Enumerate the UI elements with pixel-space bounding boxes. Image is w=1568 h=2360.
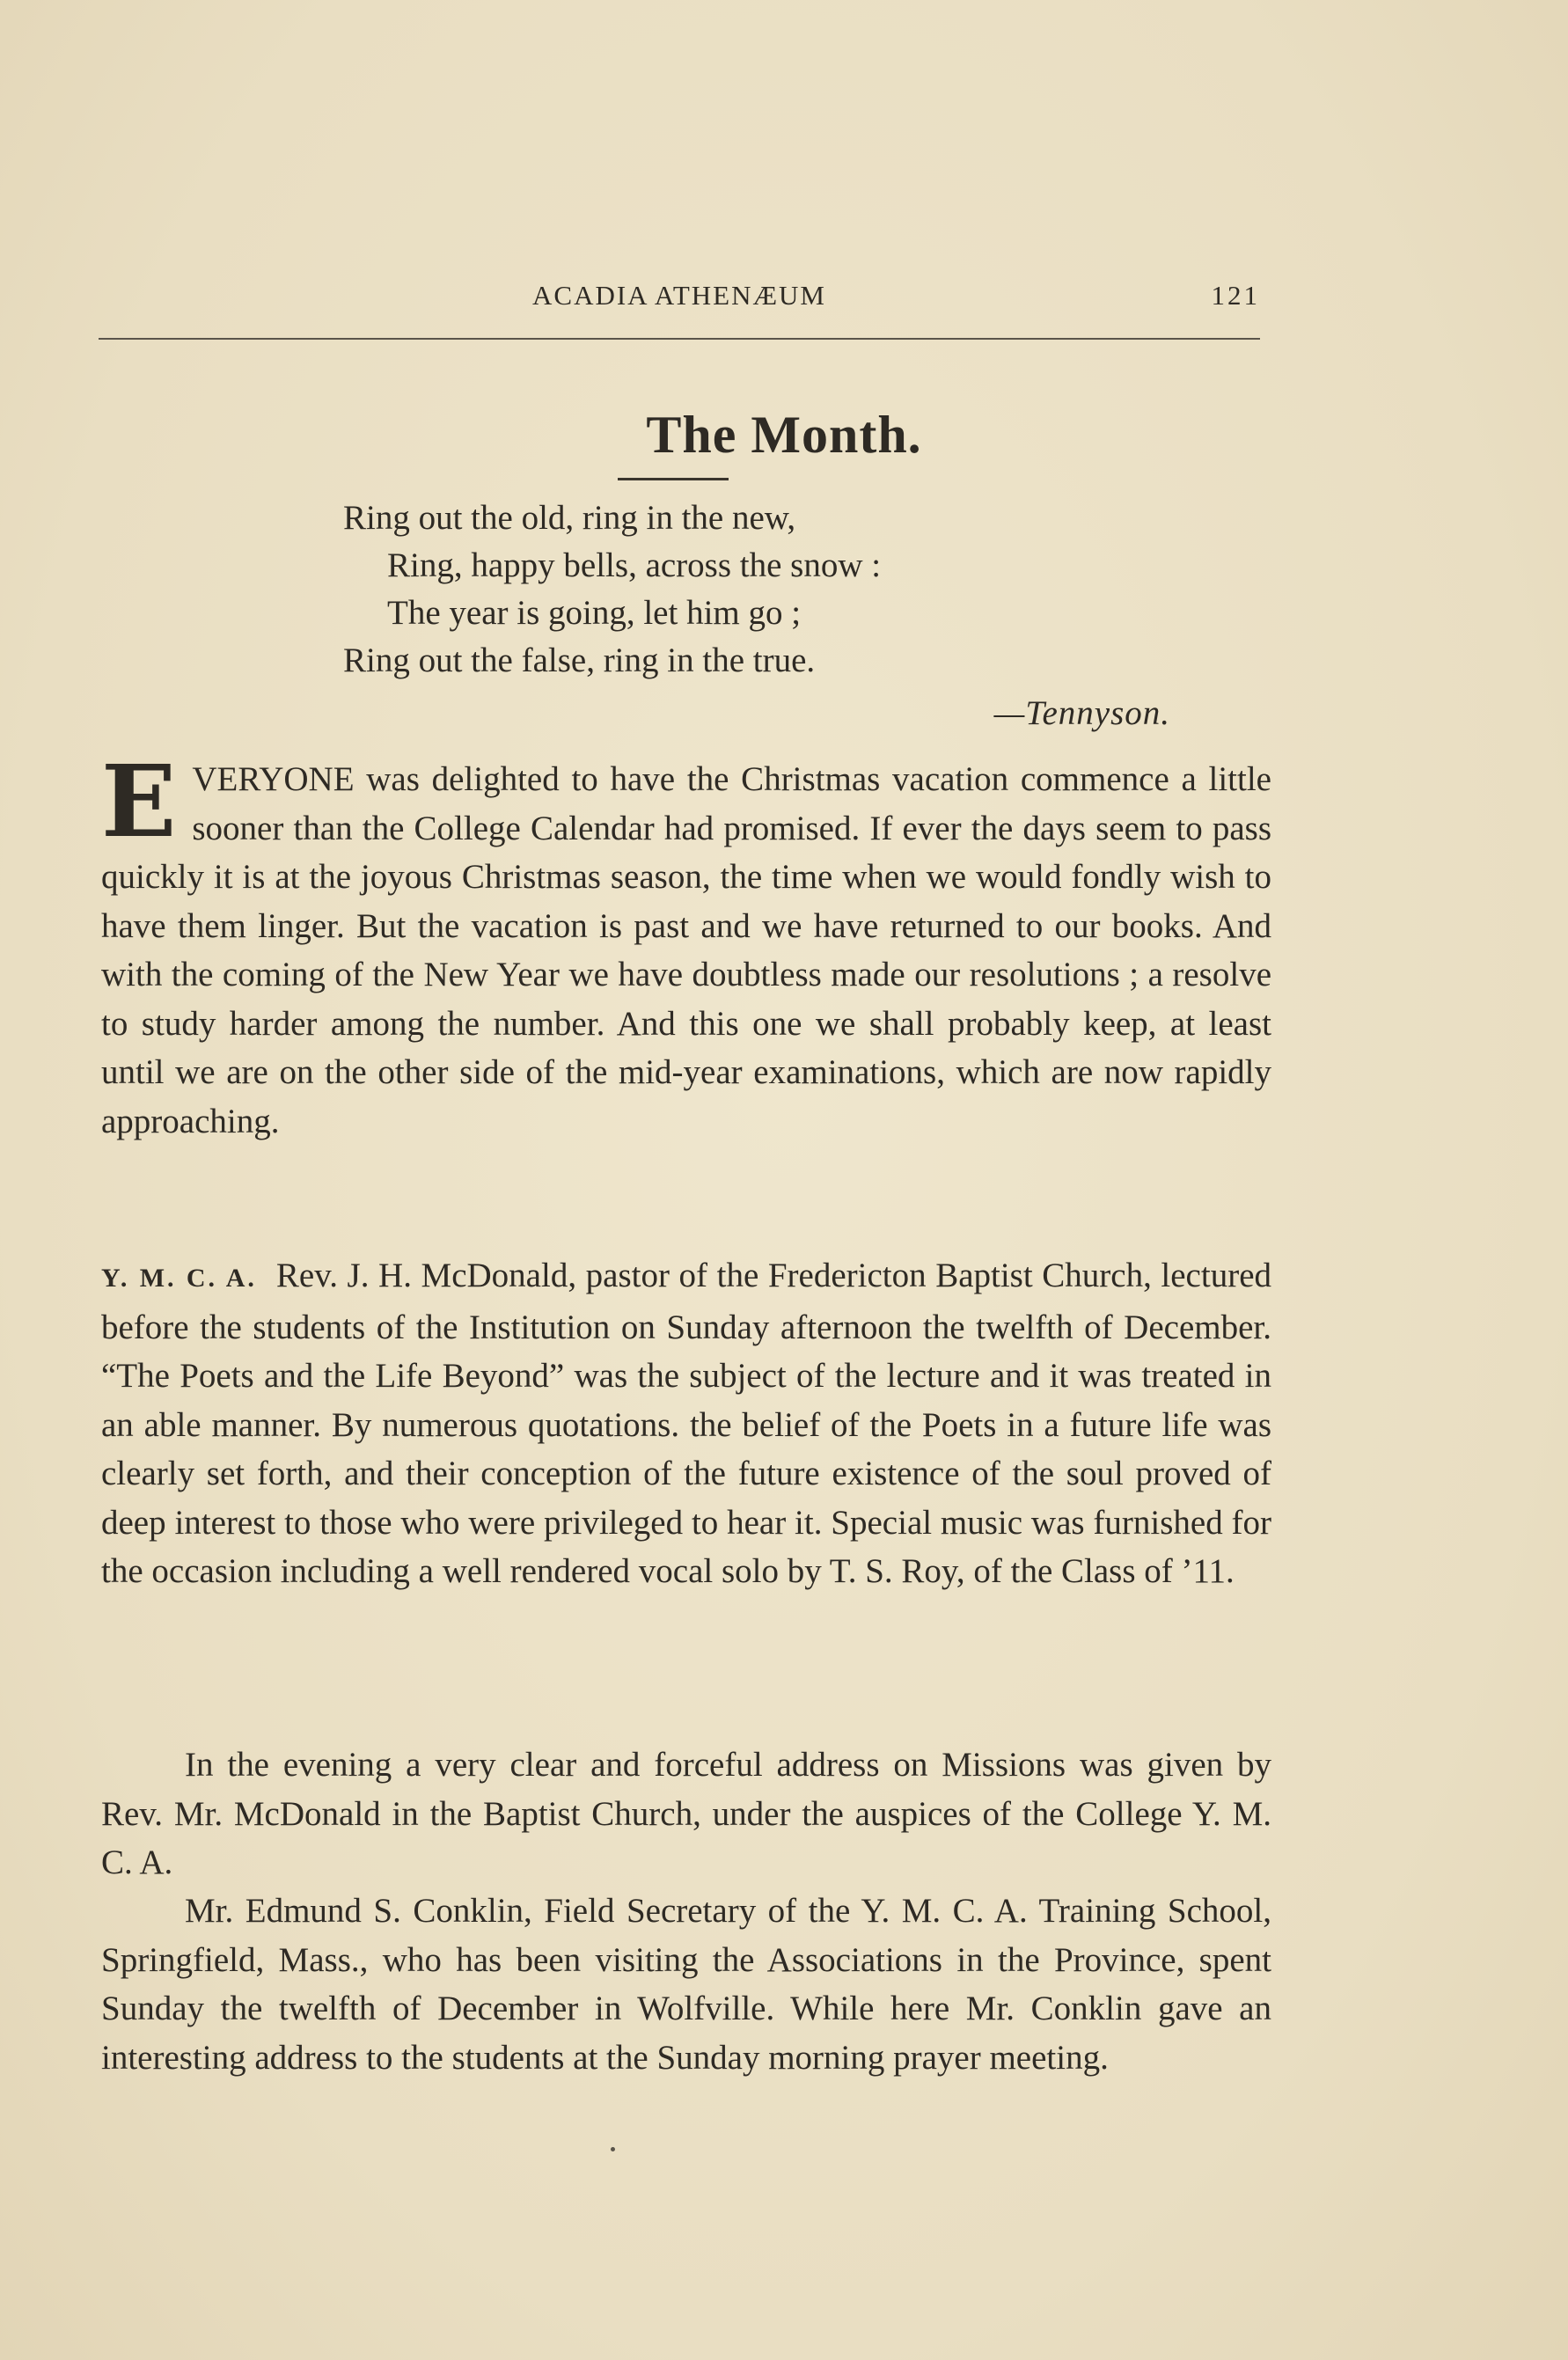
section-title: The Month.	[646, 406, 922, 464]
page-mark	[611, 2147, 615, 2151]
epigraph-line-1: Ring out the old, ring in the new,	[343, 499, 796, 537]
paragraph-vacation	[101, 744, 1271, 1146]
epigraph-line-4: Ring out the false, ring in the true.	[343, 641, 816, 679]
paragraph-ymca-text: Rev. J. H. McDonald, pastor of the Fredericton Baptist Church, lectured before the students of the Institution on Sunday afternoon the twelfth of December. “The Poets and the Life Beyond” was the subject of the lecture and it was treated in an able manner. By numerous quotations. the belief of the Poets in a future life was clearly set forth, and their conception of the future existence of the soul proved of deep interest to those who were privileged to hear it. Special music was furnished for the occasion including a well rendered vocal solo by T. S. Roy, of the Class of ’11.	[101, 1257, 1272, 1590]
epigraph-attribution: —Tennyson.	[993, 694, 1170, 732]
title-rule	[618, 478, 729, 480]
paragraph-ymca	[101, 1251, 1271, 1596]
page-number: 121	[1211, 280, 1260, 311]
running-title: ACADIA ATHENÆUM	[532, 280, 826, 311]
header-rule	[99, 338, 1260, 340]
epigraph-line-3: The year is going, let him go ;	[387, 594, 802, 632]
paragraph-evening-address: In the evening a very clear and forceful address on Missions was given by Rev. Mr. McDonald in the Baptist Church, under the auspices of the College Y. M. C. A.	[101, 1746, 1271, 1881]
paragraph-vacation-text: VERYONE was delighted to have the Christmas vacation commence a little sooner than the College Calendar had promised. If ever the days seem to pass quickly it is at the joyous Christmas season, the time when we would fondly wish to have them linger. But the vacation is past and we have returned to our books. And with the coming of the New Year we have doubtless made our resolutions ; a resolve to study harder among the number. And this one we shall probably keep, at least until we are on the other side of the mid-year examinations, which are now rapidly approaching.	[101, 760, 1271, 1140]
running-head	[99, 280, 1260, 319]
drop-cap: E	[101, 744, 177, 860]
epigraph	[343, 495, 1170, 685]
ymca-label: Y. M. C. A.	[101, 1264, 257, 1293]
epigraph-line-2: Ring, happy bells, across the snow :	[387, 546, 882, 584]
paragraph-conklin: Mr. Edmund S. Conklin, Field Secretary of the Y. M. C. A. Training School, Springfield, Mass., who has been visiting the Associations in the Province, spent Sunday the twelfth of December in Wolfville. While here Mr. Conklin gave an interesting address to the students at the Sunday morning prayer meeting.	[101, 1892, 1271, 2077]
